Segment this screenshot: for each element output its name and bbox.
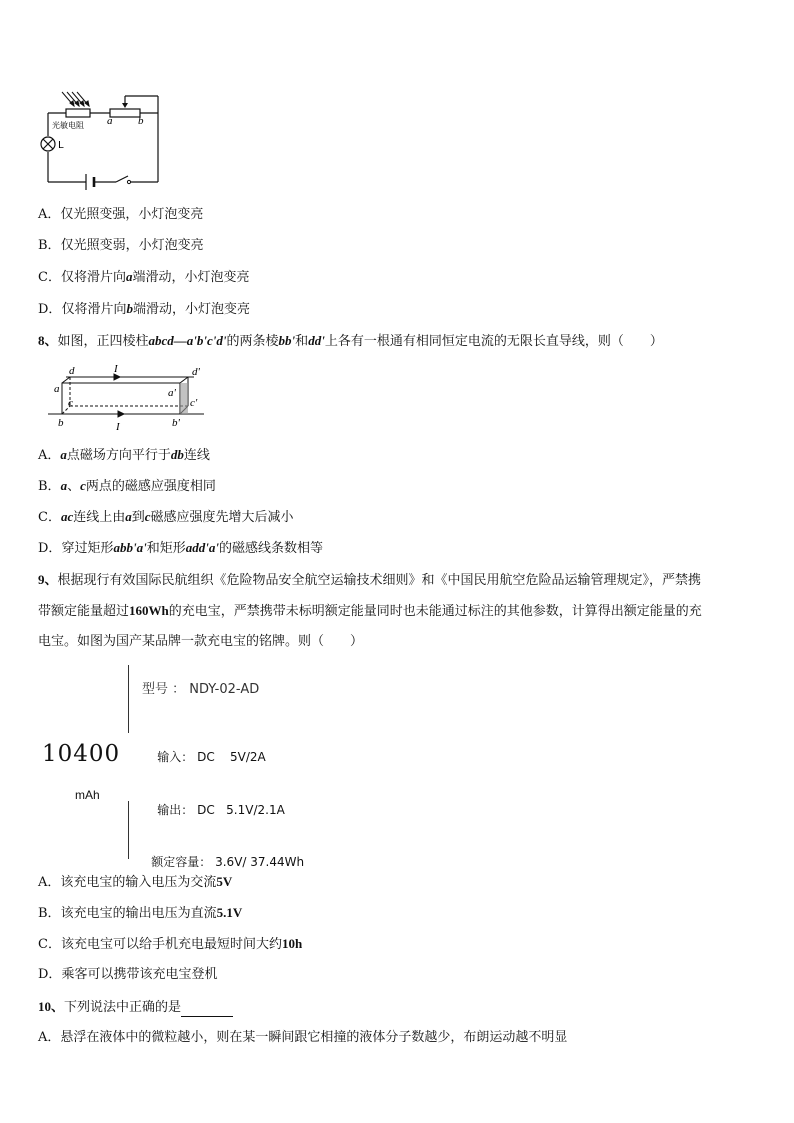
- q8-option-a[interactable]: A．a点磁场方向平行于db连线: [38, 447, 210, 463]
- lamp-label: L: [58, 140, 64, 151]
- switch-icon: [127, 180, 130, 183]
- vertex-b: b: [58, 417, 64, 429]
- q9-option-d[interactable]: D．乘客可以携带该充电宝登机: [38, 967, 218, 982]
- nameplate-divider-bottom: [128, 801, 129, 859]
- q8-option-d[interactable]: D．穿过矩形abb'a'和矩形add'a'的磁感线条数相等: [38, 540, 323, 556]
- vertex-c: c: [68, 397, 73, 409]
- model-number: 型号 ： NDY-02-AD: [142, 682, 260, 697]
- capacity-unit: mAh: [75, 788, 100, 802]
- q9-option-a[interactable]: A．该充电宝的输入电压为交流5V: [38, 874, 233, 890]
- capacity-value: 10400: [42, 741, 121, 767]
- nameplate-divider-top: [128, 665, 129, 733]
- prism-diagram: [44, 362, 214, 434]
- current-label-top: I: [114, 363, 118, 375]
- q8-stem: 8、如图，正四棱柱abcd—a'b'c'd'的两条棱bb'和dd'上各有一根通有相同恒定电流的无限长直导线，则（ ）: [38, 333, 663, 349]
- vertex-b-prime: b': [172, 417, 180, 429]
- lamp-icon: [41, 137, 55, 151]
- rheostat-icon: [110, 109, 140, 117]
- q9-option-c[interactable]: C．该充电宝可以给手机充电最短时间大约10h: [38, 936, 303, 952]
- light-rays-icon: [62, 92, 89, 106]
- vertex-a-prime: a': [168, 387, 176, 399]
- q8-option-c[interactable]: C．ac连线上由a到c磁感应强度先增大后减小: [38, 509, 294, 525]
- nameplate: [38, 665, 338, 869]
- q7-option-a[interactable]: A．仅光照变强，小灯泡变亮: [38, 207, 204, 222]
- battery-icon: [86, 174, 94, 190]
- q7-option-c[interactable]: C．仅将滑片向a端滑动，小灯泡变亮: [38, 269, 250, 285]
- point-a-label: a: [107, 115, 113, 127]
- vertex-c-prime: c': [190, 397, 198, 409]
- rated-capacity-spec: 额定容量： 3.6V/ 37.44Wh: [151, 855, 305, 869]
- q10-option-a[interactable]: A．悬浮在液体中的微粒越小，则在某一瞬间跟它相撞的液体分子数越少，布朗运动越不明显: [38, 1030, 568, 1045]
- vertex-d: d: [69, 365, 75, 377]
- q9-stem-line-2: 带额定能量超过160Wh的充电宝，严禁携带未标明额定能量同时也未能通过标注的其他参数，计算得出额定能量的充: [38, 603, 702, 619]
- photoresistor-label: 光敏电阻: [52, 121, 84, 130]
- q9-stem-line-1: 9、根据现行有效国际民航组织《危险物品安全航空运输技术细则》和《中国民用航空危险品运输管理规定》，严禁携: [38, 572, 702, 588]
- q9-stem-line-3: 电宝。如图为国产某品牌一款充电宝的铭牌。则（ ）: [38, 634, 364, 649]
- point-b-label: b: [138, 115, 144, 127]
- input-spec: 输入： DC 5V/2A: [157, 750, 266, 764]
- q7-option-b[interactable]: B．仅光照变弱，小灯泡变亮: [38, 238, 204, 253]
- current-label-bottom: I: [116, 421, 120, 433]
- vertex-a: a: [54, 383, 60, 395]
- slider-arrow-icon: [122, 103, 128, 108]
- output-spec: 输出： DC 5.1V/2.1A: [157, 803, 285, 817]
- answer-blank[interactable]: [181, 1002, 233, 1017]
- photoresistor-icon: [66, 109, 90, 117]
- q9-option-b[interactable]: B．该充电宝的输出电压为直流5.1V: [38, 905, 243, 921]
- q8-option-b[interactable]: B．a、c两点的磁感应强度相同: [38, 478, 216, 494]
- vertex-d-prime: d': [192, 366, 200, 378]
- q7-option-d[interactable]: D．仅将滑片向b端滑动，小灯泡变亮: [38, 301, 250, 317]
- circuit-diagram: [36, 88, 168, 190]
- q10-stem: 10、下列说法中正确的是: [38, 998, 233, 1017]
